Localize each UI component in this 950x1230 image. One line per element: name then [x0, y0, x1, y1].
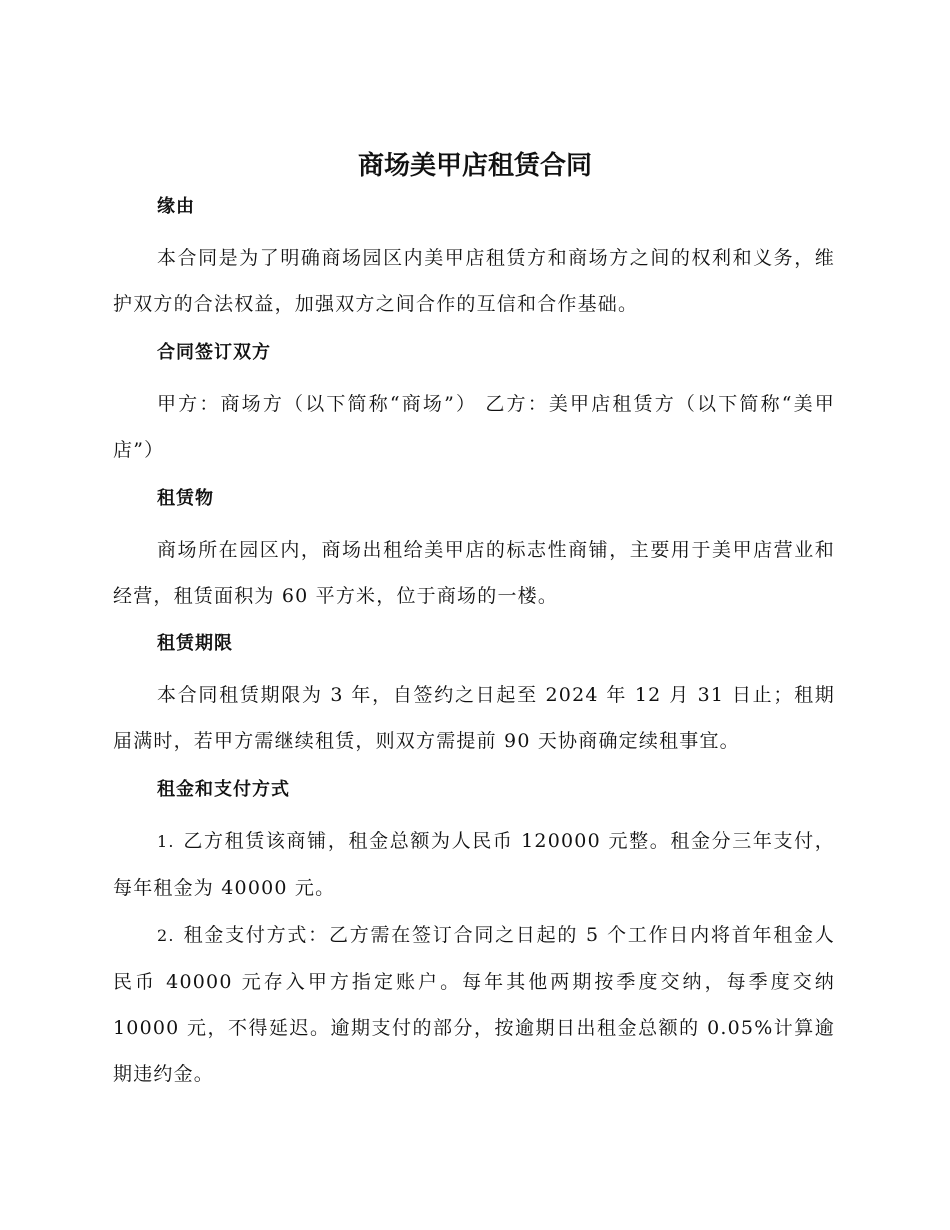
list-item	[113, 912, 835, 1097]
list-item-number: 2.	[157, 926, 175, 945]
list-item	[113, 818, 835, 911]
section-paragraph-parties: 甲方：商场方（以下简称“商场”） 乙方：美甲店租赁方（以下简称“美甲店”）	[113, 393, 835, 461]
list-item-text: 租金支付方式：乙方需在签订合同之日起的 5 个工作日内将首年租金人民币 40000 元存入甲方指定账户。每年其他两期按季度交纳，每季度交纳 10000 元，不得延迟。逾期支付的部分，按逾期日出租金总额的 0.05%计算逾期违约金。	[113, 924, 835, 1085]
section-heading-leased-property: 租赁物	[157, 488, 214, 509]
section-heading-lease-term: 租赁期限	[157, 633, 233, 654]
section-paragraph-lease-term: 本合同租赁期限为 3 年，自签约之日起至 2024 年 12 月 31 日止；租期届满时，若甲方需继续租赁，则双方需提前 90 天协商确定续租事宜。	[113, 684, 835, 752]
section-heading-parties: 合同签订双方	[157, 342, 271, 363]
list-item-number: 1.	[157, 832, 175, 851]
section-paragraph-leased-property: 商场所在园区内，商场出租给美甲店的标志性商铺，主要用于美甲店营业和经营，租赁面积为 60 平方米，位于商场的一楼。	[113, 539, 835, 607]
section-paragraph-reason: 本合同是为了明确商场园区内美甲店租赁方和商场方之间的权利和义务，维护双方的合法权益，加强双方之间合作的互信和合作基础。	[113, 247, 835, 315]
list-item-text: 乙方租赁该商铺，租金总额为人民币 120000 元整。租金分三年支付，每年租金为 40000 元。	[113, 830, 835, 899]
document-title: 商场美甲店租赁合同	[357, 151, 592, 181]
section-heading-rent-payment: 租金和支付方式	[157, 779, 290, 800]
section-heading-reason: 缘由	[157, 196, 195, 217]
